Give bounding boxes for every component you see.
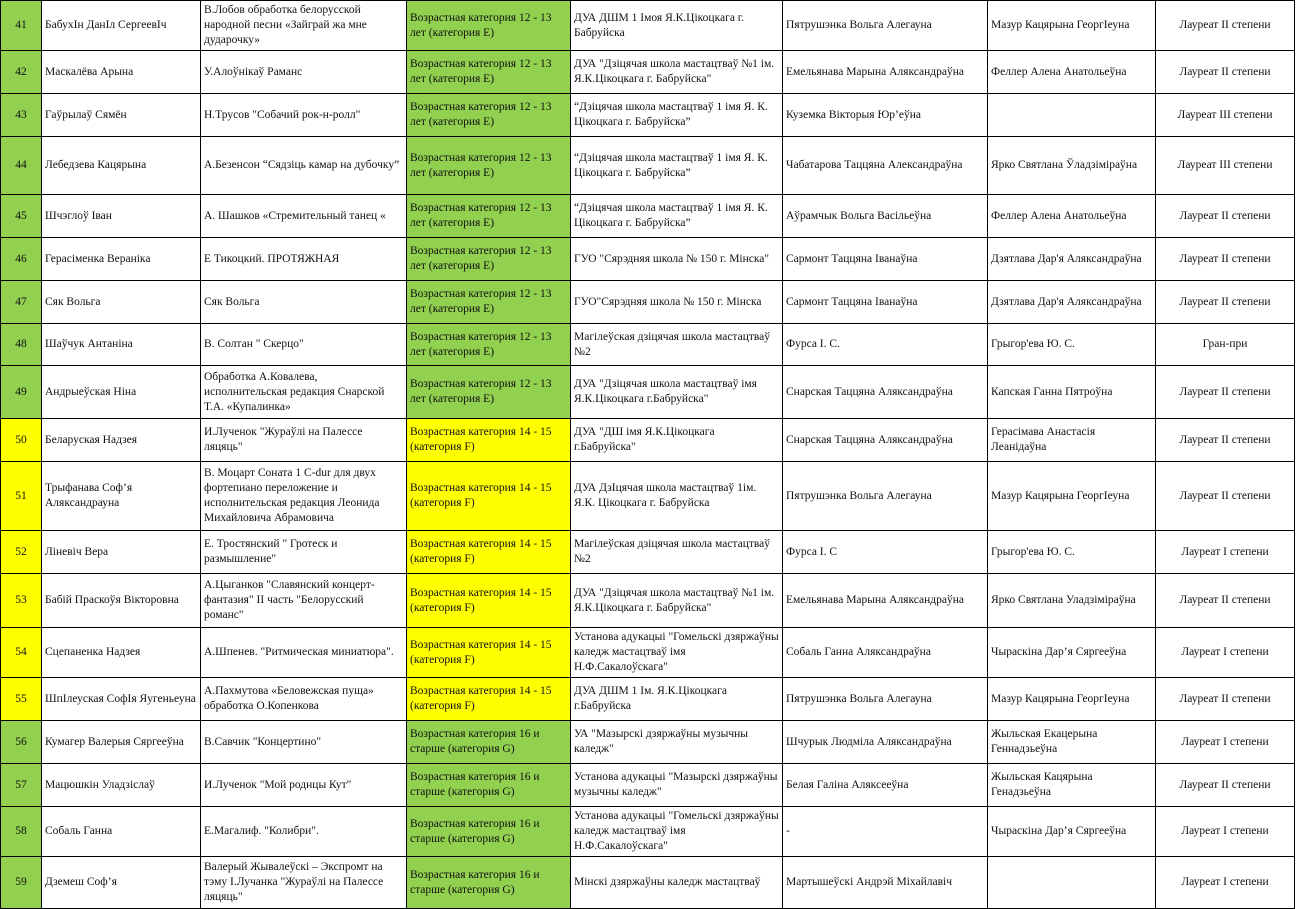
- participant-name: Шчэглоў Іван: [42, 195, 201, 238]
- participant-name: Кумагер Валерыя Сяргееўна: [42, 721, 201, 764]
- school-name: ДУА "Дзіцячая школа мастацтваў №1 ім. Я.К.Цікоцкага г. Бабруйска": [571, 574, 783, 628]
- teacher-name: Мартышеўскі Андрэй Міхайлавіч: [783, 857, 988, 909]
- age-category: Возрастная категория 12 - 13 лет (категория E): [407, 324, 571, 366]
- age-category: Возрастная категория 16 и старше (категория G): [407, 721, 571, 764]
- teacher-name: Куземка Вікторыя Юр’еўна: [783, 94, 988, 137]
- age-category: Возрастная категория 14 - 15 (категория F): [407, 462, 571, 531]
- concertmaster-name: Мазур Кацярына ГеоргIеуна: [988, 462, 1156, 531]
- participant-name: Дземеш Соф’я: [42, 857, 201, 909]
- participant-number: 52: [1, 531, 42, 574]
- school-name: ГУО"Сярэдняя школа № 150 г. Мінска: [571, 281, 783, 324]
- performed-piece: В. Солтан " Скерцо": [201, 324, 407, 366]
- award: Лауреат III степени: [1156, 137, 1295, 195]
- concertmaster-name: Герасімава Анастасія Леанідаўна: [988, 419, 1156, 462]
- age-category: Возрастная категория 14 - 15 (категория F): [407, 419, 571, 462]
- teacher-name: Пятрушэнка Вольга Алегауна: [783, 1, 988, 51]
- table-row: [1, 721, 1295, 764]
- teacher-name: Сармонт Таццяна Іванаўна: [783, 281, 988, 324]
- table-row: [1, 628, 1295, 678]
- results-body: [1, 1, 1295, 909]
- school-name: Магілеўская дзіцячая школа мастацтваў №2: [571, 531, 783, 574]
- participant-name: Трыфанава Соф’я Аляксандрауна: [42, 462, 201, 531]
- award: Лауреат I степени: [1156, 628, 1295, 678]
- age-category: Возрастная категория 14 - 15 (категория F): [407, 678, 571, 721]
- concertmaster-name: Феллер Алена Анатольеўна: [988, 51, 1156, 94]
- award: Лауреат II степени: [1156, 281, 1295, 324]
- participant-name: Шаўчук Антаніна: [42, 324, 201, 366]
- performed-piece: Обработка А.Ковалева, исполнительская редакция Снарской Т.А. «Купалинка»: [201, 366, 407, 419]
- participant-number: 51: [1, 462, 42, 531]
- age-category: Возрастная категория 14 - 15 (категория F): [407, 531, 571, 574]
- teacher-name: Чабатарова Таццяна Александраўна: [783, 137, 988, 195]
- age-category: Возрастная категория 16 и старше (категория G): [407, 857, 571, 909]
- table-row: [1, 574, 1295, 628]
- concertmaster-name: Жыльская Екацерына Геннадзьеўна: [988, 721, 1156, 764]
- table-row: [1, 137, 1295, 195]
- participant-number: 44: [1, 137, 42, 195]
- participant-name: Бабій Праскоўя Вікторовна: [42, 574, 201, 628]
- performed-piece: В. Моцарт Соната 1 C-dur для двух фортепиано переложение и исполнительская редакция Леонида Михайловича Абрамовича: [201, 462, 407, 531]
- performed-piece: А.Цыганков "Славянский концерт-фантазия" II часть "Белорусский романс": [201, 574, 407, 628]
- school-name: УА "Мазырскі дзяржаўны музычны каледж": [571, 721, 783, 764]
- award: Лауреат II степени: [1156, 764, 1295, 807]
- teacher-name: Фурса І. С: [783, 531, 988, 574]
- school-name: “Дзіцячая школа мастацтваў 1 імя Я. К. Цікоцкага г. Бабруйска”: [571, 94, 783, 137]
- school-name: Установа адукацыі "Мазырскі дзяржаўны музычны каледж": [571, 764, 783, 807]
- table-row: [1, 238, 1295, 281]
- teacher-name: Сармонт Таццяна Іванаўна: [783, 238, 988, 281]
- teacher-name: Фурса І. С.: [783, 324, 988, 366]
- performed-piece: А. Шашков «Стремительный танец «: [201, 195, 407, 238]
- school-name: ДУА ДШМ 1 Імоя Я.К.Цікоцкага г. Бабруйска: [571, 1, 783, 51]
- participant-number: 59: [1, 857, 42, 909]
- school-name: “Дзіцячая школа мастацтваў 1 імя Я. К. Цікоцкага г. Бабруйска”: [571, 195, 783, 238]
- age-category: Возрастная категория 12 - 13 лет (категория E): [407, 281, 571, 324]
- table-row: [1, 51, 1295, 94]
- award: Лауреат I степени: [1156, 531, 1295, 574]
- concertmaster-name: Ярко Святлана Уладзіміраўна: [988, 574, 1156, 628]
- table-row: [1, 281, 1295, 324]
- age-category: Возрастная категория 16 и старше (категория G): [407, 807, 571, 857]
- teacher-name: Собаль Ганна Аляксандраўна: [783, 628, 988, 678]
- concertmaster-name: Феллер Алена Анатольеўна: [988, 195, 1156, 238]
- performed-piece: Валерый Жывалеўскі – Экспромт на тэму І.Лучанка "Жураўлі на Палессе ляцяць": [201, 857, 407, 909]
- teacher-name: Белая Галіна Аляксееўна: [783, 764, 988, 807]
- age-category: Возрастная категория 12 - 13 лет (категория E): [407, 366, 571, 419]
- participant-number: 46: [1, 238, 42, 281]
- participant-name: Гаўрылаў Сямён: [42, 94, 201, 137]
- teacher-name: -: [783, 807, 988, 857]
- table-row: [1, 857, 1295, 909]
- school-name: ДУА "ДШ імя Я.К.Цікоцкага г.Бабруйска": [571, 419, 783, 462]
- participant-number: 58: [1, 807, 42, 857]
- participant-name: БабухIн ДанIл СергеевIч: [42, 1, 201, 51]
- school-name: Магілеўская дзіцячая школа мастацтваў №2: [571, 324, 783, 366]
- performed-piece: Е. Тростянский " Гротеск и размышление": [201, 531, 407, 574]
- table-row: [1, 419, 1295, 462]
- performed-piece: Е.Магалиф. "Колибри".: [201, 807, 407, 857]
- age-category: Возрастная категория 12 - 13 лет (категория E): [407, 195, 571, 238]
- concertmaster-name: Жыльская Кацярына Генадзьеўна: [988, 764, 1156, 807]
- participant-name: Сяк Вольга: [42, 281, 201, 324]
- concertmaster-name: Капская Ганна Пятроўна: [988, 366, 1156, 419]
- school-name: ДУА "Дзіцячая школа мастацтваў імя Я.К.Цікоцкага г.Бабруйска": [571, 366, 783, 419]
- table-row: [1, 462, 1295, 531]
- age-category: Возрастная категория 14 - 15 (категория F): [407, 574, 571, 628]
- age-category: Возрастная категория 12 - 13 лет (категория E): [407, 238, 571, 281]
- award: Лауреат II степени: [1156, 238, 1295, 281]
- award: Лауреат I степени: [1156, 807, 1295, 857]
- performed-piece: И.Лученок "Мой роднцы Кут": [201, 764, 407, 807]
- concertmaster-name: Ярко Святлана Ўладзіміраўна: [988, 137, 1156, 195]
- teacher-name: Аўрамчык Вольга Васільеўна: [783, 195, 988, 238]
- participant-name: Мацюшкін Уладзіслаў: [42, 764, 201, 807]
- school-name: Установа адукацыі "Гомельскі дзяржаўны каледж мастацтваў імя Н.Ф.Сакалоўскага": [571, 628, 783, 678]
- award: Гран-при: [1156, 324, 1295, 366]
- performed-piece: Сяк Вольга: [201, 281, 407, 324]
- participant-number: 43: [1, 94, 42, 137]
- concertmaster-name: Дзятлава Дар'я Аляксандраўна: [988, 281, 1156, 324]
- table-row: [1, 678, 1295, 721]
- participant-number: 53: [1, 574, 42, 628]
- performed-piece: В.Лобов обработка белорусской народной песни «Зайграй жа мне дударочку»: [201, 1, 407, 51]
- teacher-name: Снарская Таццяна Аляксандраўна: [783, 366, 988, 419]
- award: Лауреат II степени: [1156, 195, 1295, 238]
- award: Лауреат II степени: [1156, 419, 1295, 462]
- school-name: Установа адукацыі "Гомельскі дзяржаўны каледж мастацтваў імя Н.Ф.Сакалоўскага": [571, 807, 783, 857]
- teacher-name: Снарская Таццяна Аляксандраўна: [783, 419, 988, 462]
- award: Лауреат II степени: [1156, 462, 1295, 531]
- concertmaster-name: [988, 857, 1156, 909]
- school-name: ДУА "Дзіцячая школа мастацтваў №1 ім. Я.К.Цікоцкага г. Бабруйска": [571, 51, 783, 94]
- participant-number: 50: [1, 419, 42, 462]
- concertmaster-name: Мазур Кацярына ГеоргIеуна: [988, 1, 1156, 51]
- table-row: [1, 94, 1295, 137]
- age-category: Возрастная категория 12 - 13 лет (категория E): [407, 94, 571, 137]
- performed-piece: Н.Трусов "Собачий рок-н-ролл": [201, 94, 407, 137]
- table-row: [1, 531, 1295, 574]
- participant-name: Беларуская Надзея: [42, 419, 201, 462]
- participant-number: 47: [1, 281, 42, 324]
- performed-piece: А.Пахмутова «Беловежская пуща» обработка О.Копенкова: [201, 678, 407, 721]
- school-name: Мінскі дзяржаўны каледж мастацтваў: [571, 857, 783, 909]
- performed-piece: А.Шпенев. "Ритмическая миниатюра".: [201, 628, 407, 678]
- participant-number: 57: [1, 764, 42, 807]
- teacher-name: Пятрушэнка Вольга Алегауна: [783, 462, 988, 531]
- participant-number: 55: [1, 678, 42, 721]
- table-row: [1, 807, 1295, 857]
- participant-name: Герасіменка Вераніка: [42, 238, 201, 281]
- school-name: ГУО "Сярэдняя школа № 150 г. Мінска": [571, 238, 783, 281]
- concertmaster-name: Мазур Кацярына ГеоргIеуна: [988, 678, 1156, 721]
- participant-name: Андрыеўская Ніна: [42, 366, 201, 419]
- teacher-name: Емельянава Марына Аляксандраўна: [783, 51, 988, 94]
- award: Лауреат II степени: [1156, 51, 1295, 94]
- award: Лауреат II степени: [1156, 366, 1295, 419]
- participant-number: 54: [1, 628, 42, 678]
- participant-name: Лебедзева Кацярына: [42, 137, 201, 195]
- teacher-name: Шчурык Людміла Аляксандраўна: [783, 721, 988, 764]
- table-row: [1, 366, 1295, 419]
- award: Лауреат I степени: [1156, 857, 1295, 909]
- age-category: Возрастная категория 12 - 13 лет (категория E): [407, 137, 571, 195]
- award: Лауреат II степени: [1156, 1, 1295, 51]
- teacher-name: Пятрушэнка Вольга Алегауна: [783, 678, 988, 721]
- table-row: [1, 324, 1295, 366]
- school-name: ДУА ДШМ 1 Ім. Я.К.Цікоцкага г.Бабруйска: [571, 678, 783, 721]
- participant-number: 48: [1, 324, 42, 366]
- concertmaster-name: Грыгор'ева Ю. С.: [988, 531, 1156, 574]
- teacher-name: Емельянава Марына Аляксандраўна: [783, 574, 988, 628]
- award: Лауреат I степени: [1156, 721, 1295, 764]
- award: Лауреат II степени: [1156, 678, 1295, 721]
- table-row: [1, 195, 1295, 238]
- age-category: Возрастная категория 12 - 13 лет (категория E): [407, 51, 571, 94]
- award: Лауреат II степени: [1156, 574, 1295, 628]
- participant-number: 41: [1, 1, 42, 51]
- participant-number: 42: [1, 51, 42, 94]
- performed-piece: У.Алоўнікаў Раманс: [201, 51, 407, 94]
- performed-piece: А.Безенсон “Сядзіць камар на дубочку”: [201, 137, 407, 195]
- table-row: [1, 1, 1295, 51]
- concertmaster-name: Чыраскіна Дар’я Сяргееўна: [988, 807, 1156, 857]
- concertmaster-name: Грыгор'ева Ю. С.: [988, 324, 1156, 366]
- performed-piece: И.Лученок "Жураўлі на Палессе ляцяць": [201, 419, 407, 462]
- school-name: ДУА ДзIцячая школа мастацтваў 1ім. Я.К. Цікоцкага г. Бабруйска: [571, 462, 783, 531]
- participant-name: ШпIлеуская СофIя Яугеньеуна: [42, 678, 201, 721]
- performed-piece: Е Тикоцкий. ПРОТЯЖНАЯ: [201, 238, 407, 281]
- award: Лауреат III степени: [1156, 94, 1295, 137]
- participant-number: 56: [1, 721, 42, 764]
- performed-piece: В.Савчик "Концертино": [201, 721, 407, 764]
- participant-number: 45: [1, 195, 42, 238]
- age-category: Возрастная категория 12 - 13 лет (категория E): [407, 1, 571, 51]
- school-name: “Дзіцячая школа мастацтваў 1 імя Я. К. Цікоцкага г. Бабруйска”: [571, 137, 783, 195]
- age-category: Возрастная категория 14 - 15 (категория F): [407, 628, 571, 678]
- age-category: Возрастная категория 16 и старше (категория G): [407, 764, 571, 807]
- concertmaster-name: Чыраскіна Дар’я Сяргееўна: [988, 628, 1156, 678]
- table-row: [1, 764, 1295, 807]
- participant-name: Сцепаненка Надзея: [42, 628, 201, 678]
- concertmaster-name: Дзятлава Дар'я Аляксандраўна: [988, 238, 1156, 281]
- concertmaster-name: [988, 94, 1156, 137]
- participant-name: Собаль Ганна: [42, 807, 201, 857]
- participant-name: Ліневіч Вера: [42, 531, 201, 574]
- participant-number: 49: [1, 366, 42, 419]
- participant-name: Маскалёва Арына: [42, 51, 201, 94]
